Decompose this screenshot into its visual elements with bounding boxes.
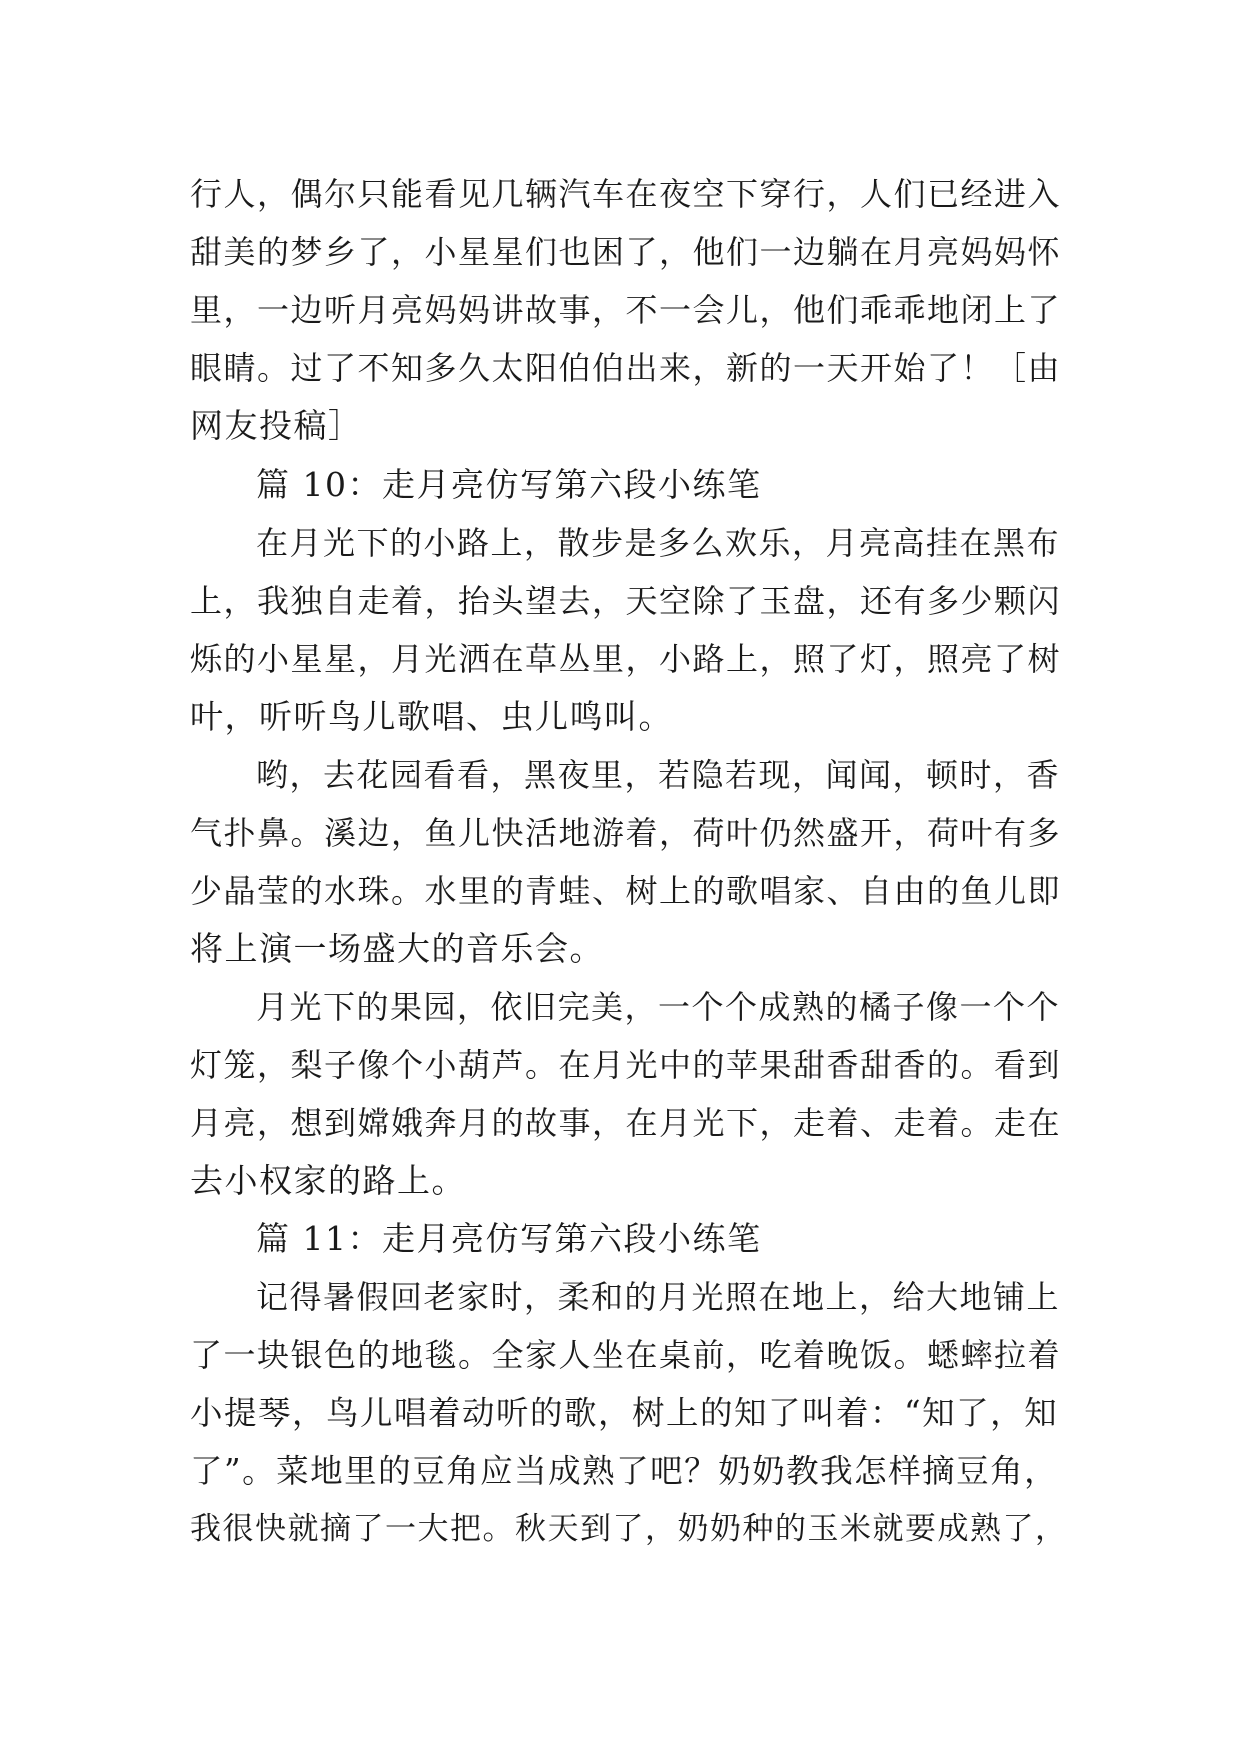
section-heading: 篇 11：走月亮仿写第六段小练笔 [256, 1219, 762, 1258]
text-line: 灯笼，梨子像个小葫芦。在月光中的苹果甜香甜香的。看到 [190, 1046, 1062, 1084]
text-line: 小提琴，鸟儿唱着动听的歌，树上的知了叫着：“知了，知 [190, 1394, 1059, 1432]
text-line: 了”。菜地里的豆角应当成熟了吧？奶奶教我怎样摘豆角， [190, 1452, 1059, 1490]
text-line: 记得暑假回老家时，柔和的月光照在地上，给大地铺上 [256, 1278, 1061, 1316]
text-line: 月亮，想到嫦娥奔月的故事，在月光下，走着、走着。走在 [190, 1104, 1062, 1142]
text-line: 眼睛。过了不知多久太阳伯伯出来，新的一天开始了！［由 [190, 349, 1062, 387]
text-line: 里，一边听月亮妈妈讲故事，不一会儿，他们乖乖地闭上了 [190, 291, 1062, 329]
text-line: 烁的小星星，月光洒在草丛里，小路上，照了灯，照亮了树 [190, 640, 1062, 678]
text-line: 了一块银色的地毯。全家人坐在桌前，吃着晚饭。蟋蟀拉着 [190, 1336, 1062, 1374]
text-line: 哟，去花园看看，黑夜里，若隐若现，闻闻，顿时，香 [256, 756, 1061, 794]
text-line: 气扑鼻。溪边，鱼儿快活地游着，荷叶仍然盛开，荷叶有多 [190, 814, 1062, 852]
text-line: 叶，听听鸟儿歌唱、虫儿鸣叫。 [190, 697, 673, 736]
text-line: 少晶莹的水珠。水里的青蛙、树上的歌唱家、自由的鱼儿即 [190, 872, 1062, 910]
text-line: 将上演一场盛大的音乐会。 [190, 929, 604, 968]
text-line: 上，我独自走着，抬头望去，天空除了玉盘，还有多少颗闪 [190, 582, 1062, 620]
section-heading: 篇 10：走月亮仿写第六段小练笔 [256, 465, 762, 504]
text-line: 甜美的梦乡了，小星星们也困了，他们一边躺在月亮妈妈怀 [190, 233, 1062, 271]
text-line: 网友投稿］ [190, 406, 363, 445]
text-line: 我很快就摘了一大把。秋天到了，奶奶种的玉米就要成熟了， [190, 1511, 1068, 1547]
text-line: 月光下的果园，依旧完美，一个个成熟的橘子像一个个 [256, 988, 1061, 1026]
text-line: 行人，偶尔只能看见几辆汽车在夜空下穿行，人们已经进入 [190, 175, 1062, 213]
text-line: 在月光下的小路上，散步是多么欢乐，月亮高挂在黑布 [256, 524, 1061, 562]
text-line: 去小权家的路上。 [190, 1161, 466, 1200]
